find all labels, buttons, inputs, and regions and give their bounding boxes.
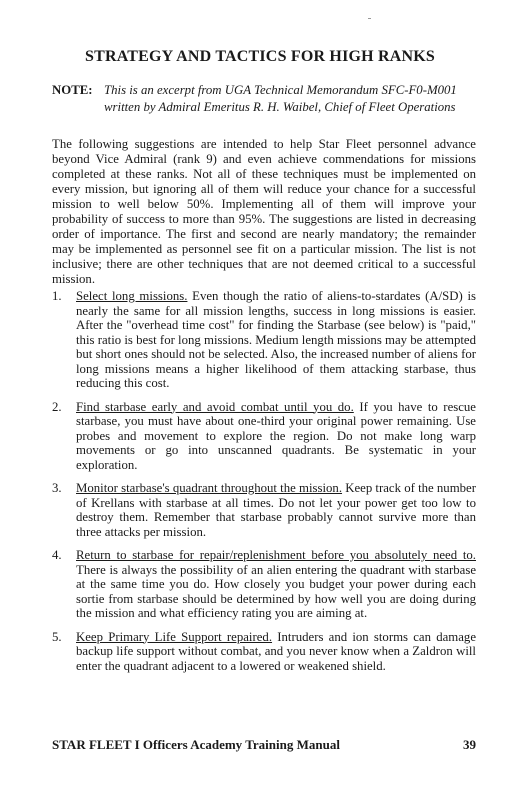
item-heading: Keep Primary Life Support repaired.	[76, 629, 273, 644]
item-number: 4.	[52, 548, 62, 562]
item-text: Even though the ratio of aliens-to-stardates (A/SD) is nearly the same for all mission lengths, success in long missions is easier. After the "overhead time cost" for finding the Starbase (see below) is "paid," this ratio is best for long missions. Medium length missions may be attempted but short ones should not be selected. Also, the increased number of aliens for long missions means a higher likelihood of them attacking starbase, thus reducing this cost.	[76, 289, 476, 390]
item-text: There is always the possibility of an alien entering the quadrant with starbase at the same time you do. How closely you budget your power during each sortie from starbase should be determined by how well you are doing during the mission and what efficiency rating you are aiming at.	[76, 562, 476, 620]
item-number: 5.	[52, 629, 62, 644]
item-body	[76, 548, 476, 621]
item-number: 3.	[52, 481, 62, 495]
item-heading: Select long missions.	[76, 289, 188, 303]
item-body	[76, 481, 476, 539]
footer-manual-title: STAR FLEET I Officers Academy Training Manual	[52, 737, 340, 752]
list-item	[52, 548, 476, 621]
note-text: This is an excerpt from UGA Technical Memorandum SFC-F0-M001 written by Admiral Emeritus R. H. Waibel, Chief of Fleet Operations	[104, 83, 457, 114]
item-body	[76, 630, 476, 674]
item-body	[76, 400, 476, 473]
list-item	[52, 481, 476, 539]
item-heading: Return to starbase for repair/replenishment before you absolutely need to.	[76, 548, 476, 562]
note-label: NOTE:	[52, 83, 93, 97]
suggestion-list	[52, 289, 476, 682]
page-footer	[52, 737, 476, 753]
item-heading: Monitor starbase's quadrant throughout the mission.	[76, 481, 343, 495]
list-item	[52, 400, 476, 473]
intro-paragraph: The following suggestions are intended to help Star Fleet personnel advance beyond Vice Admiral (rank 9) and even achieve commendations for missions completed at these ranks. Not all of these techniques must be implemented on every mission, but ignoring all of them will reduce your chance for a successful mission to well below 50%. Implementing all of them will improve your probability of success to more than 95%. The suggestions are listed in decreasing order of importance. The first and second are nearly mandatory; the remainder may be implemented as personnel see fit on a particular mission. The list is not inclusive; there are other techniques that are not deemed critical to a successful mission.	[52, 137, 476, 286]
note-block	[52, 82, 476, 116]
list-item	[52, 289, 476, 391]
item-body	[76, 289, 476, 391]
item-text: If you have to rescue starbase, you must have about one-third your original power remaining. Use probes and movement to explore the region. Do not make long warp movements or go into unscanned quadrants. Be systematic in your exploration.	[76, 399, 476, 472]
list-item	[52, 630, 476, 674]
item-text: Keep track of the number of Krellans with starbase at all times. Do not let your power get too low to destroy them. Remember that starbase probably cannot survive more than three attacks per mission.	[76, 481, 476, 539]
print-speck	[368, 18, 371, 19]
item-text: Intruders and ion storms can damage backup life support without combat, and you never know when a Zaldron will enter the quadrant adjacent to a lowered or weakened shield.	[76, 629, 476, 673]
item-number: 1.	[52, 289, 62, 303]
page-number: 39	[463, 737, 476, 752]
item-heading: Find starbase early and avoid combat until you do.	[76, 399, 354, 414]
item-number: 2.	[52, 399, 62, 414]
page-title: STRATEGY AND TACTICS FOR HIGH RANKS	[84, 48, 436, 65]
